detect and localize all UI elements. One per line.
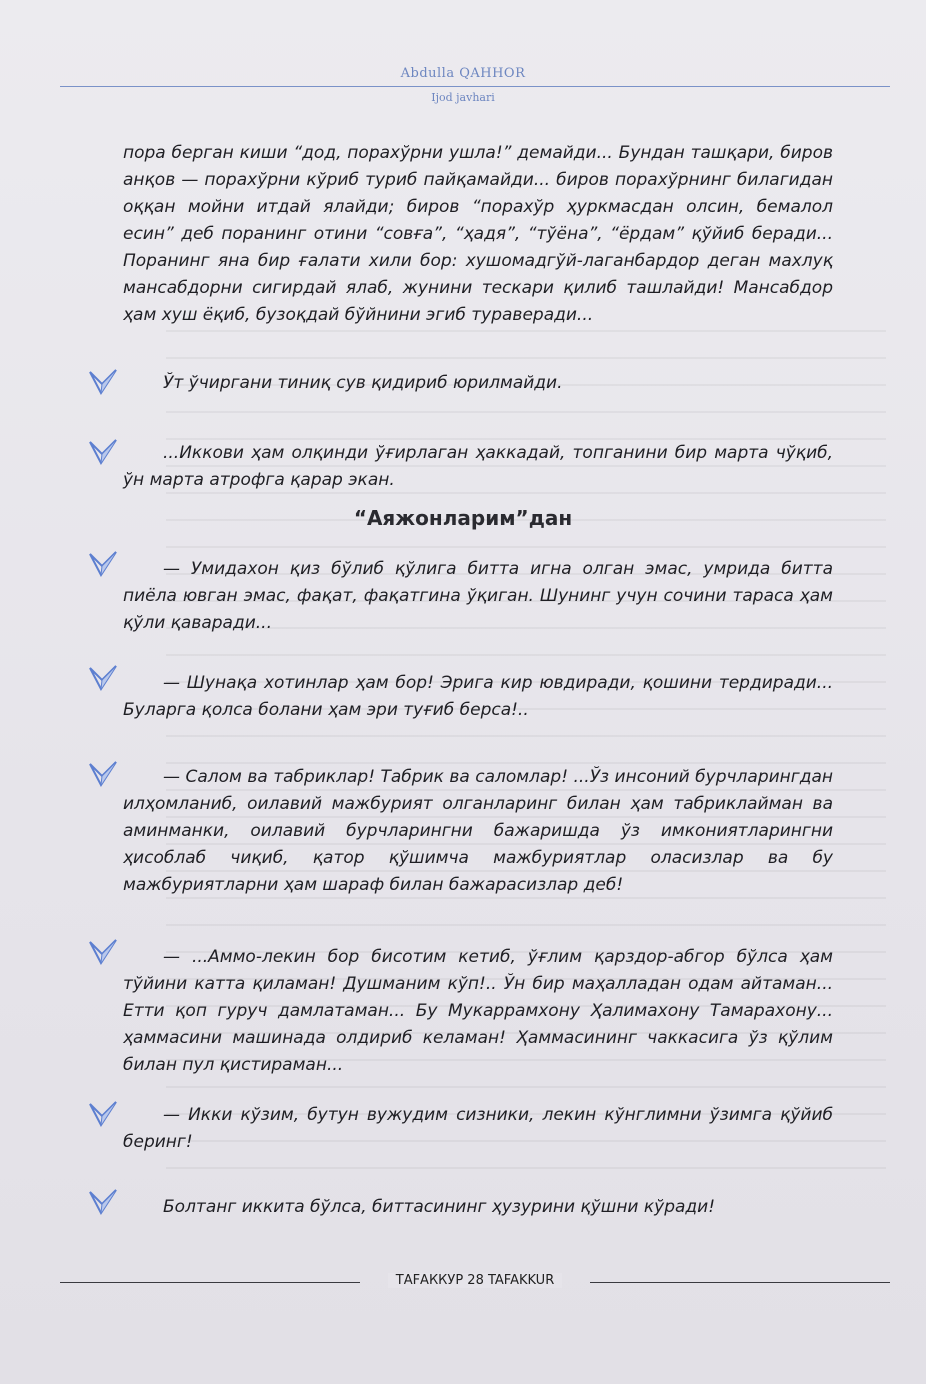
paragraph-6: — Салом ва табриклар! Табрик ва саломлар! ...Ўз инсоний бурчларингдан илҳомланиб, оилавий мажбурият олганларинг билан ҳам табриклайман ва аминманки, оилавий бурчларингни бажаришда ўз имкониятларингни ҳисоблаб чиқиб, қатор қўшимча мажбуриятлар оласизлар ва бу мажбуриятларни ҳам шараф билан бажарасизлар деб! [123, 767, 833, 895]
header-author: Abdulla QAHHOR [400, 66, 526, 81]
page-footer [60, 1270, 890, 1300]
paragraph-4: — Умидахон қиз бўлиб қўлига битта игна олган эмас, умрида битта пиёла ювган эмас, фақат, фақатгина ўқиган. Шунинг учун сочини тараса ҳам қўли қаваради... [123, 559, 833, 633]
checkmark-arrow-icon [88, 664, 118, 692]
paragraph-3: ...Иккови ҳам олқинди ўғирлаган ҳаккадай, топганини бир марта чўқиб, ўн марта атрофга қарар экан. [123, 443, 833, 490]
paragraph-9: Болтанг иккита бўлса, биттасининг ҳузурини қўшни кўради! [163, 1197, 716, 1217]
paragraph-2: Ўт ўчиргани тиниқ сув қидириб юрилмайди. [163, 373, 563, 393]
checkmark-arrow-icon [88, 1100, 118, 1128]
running-header [0, 62, 926, 112]
header-rule [60, 86, 890, 87]
checkmark-arrow-icon [88, 368, 118, 396]
checkmark-arrow-icon [88, 938, 118, 966]
paragraph-5: — Шунақа хотинлар ҳам бор! Эрига кир ювдиради, қошини тердиради... Буларга қолса болани ҳам эри туғиб берса!.. [123, 673, 833, 720]
paragraph-1: пора берган киши “дод, порахўрни ушла!” демайди... Бундан ташқари, биров анқов — порахўрни кўриб туриб пайқамайди... биров порахўрнинг билагидан оққан мойни итдай ялайди; биров “порахўр ҳуркмасдан олсин, бемалол есин” деб поранинг отини “совға”, “ҳадя”, “тўёна”, “ёрдам” қўйиб беради... Поранинг яна бир ғалати хили бор: хушомадгўй-лаганбардор деган махлуқ мансабдорни сигирдай ялаб, жунини тескари қилиб ташлайди! Мансабдор ҳам хуш ёқиб, бузоқдай бўйнини эгиб тураверади... [123, 143, 833, 325]
paragraph-8: — Икки кўзим, бутун вужудим сизники, лекин кўнглимни ўзимга қўйиб беринг! [123, 1105, 833, 1152]
section-title: “Аяжонларим”дан [353, 506, 573, 530]
footer-page-label: ТАFАККУР 28 TAFAKKUR [388, 1273, 562, 1288]
checkmark-arrow-icon [88, 760, 118, 788]
header-subtitle: Ijod javhari [431, 91, 495, 104]
paragraph-7: — ...Аммо-лекин бор бисотим кетиб, ўғлим қарздор-абгор бўлса ҳам тўйини катта қиламан! Душманим кўп!.. Ўн бир маҳалладан одам айтаман... Етти қоп гуруч дамлатаман... Бу Мукаррамхону Ҳалимахону Тамарахону... ҳаммасини машинада олдириб келаман! Ҳаммасининг чаккасига ўз қўлим билан пул қистираман... [123, 947, 833, 1075]
checkmark-arrow-icon [88, 1188, 118, 1216]
checkmark-arrow-icon [88, 438, 118, 466]
checkmark-arrow-icon [88, 550, 118, 578]
